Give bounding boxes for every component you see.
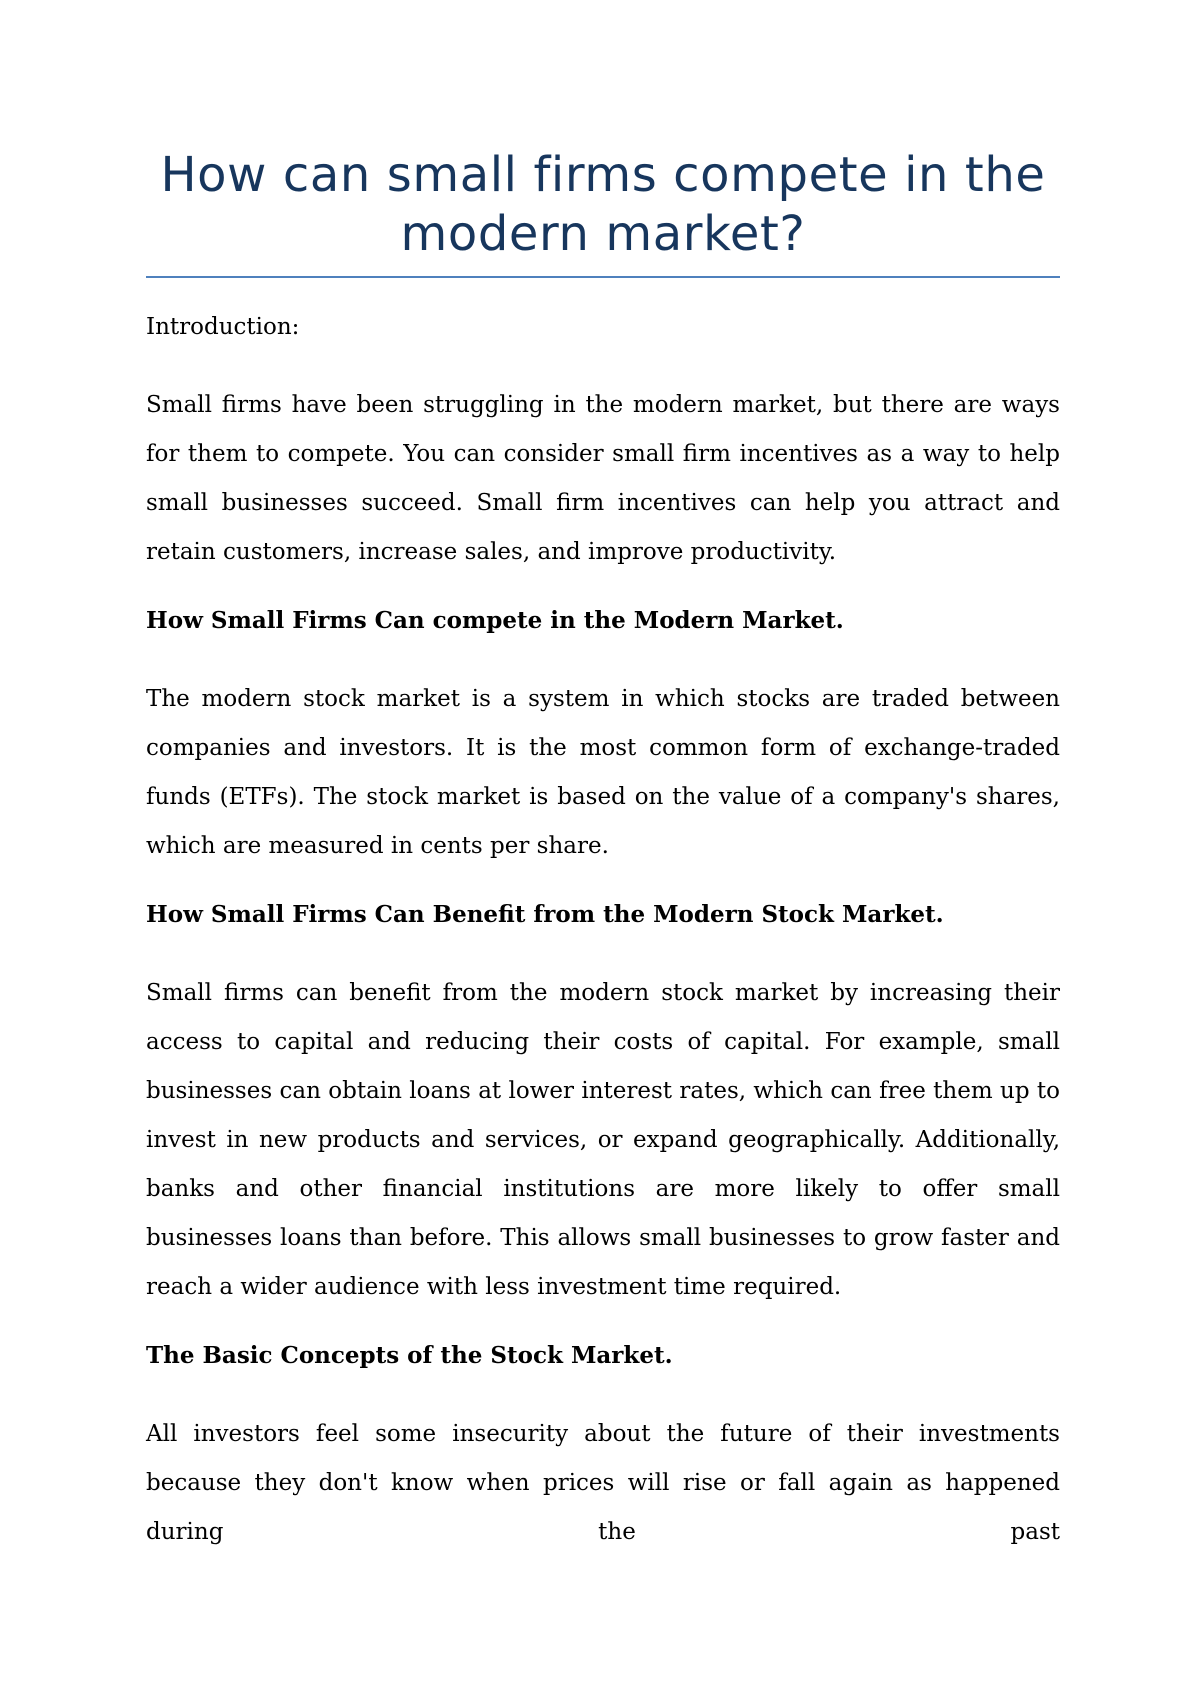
- section-heading-benefit: How Small Firms Can Benefit from the Modern Stock Market.: [146, 901, 944, 928]
- basic-concepts-paragraph: All investors feel some insecurity about the future of their investments because they don't know when prices will rise or fall again as happened during the past: [146, 1421, 1060, 1545]
- document-title: How can small firms compete in the modern market?: [160, 147, 1046, 262]
- section-heading-compete: How Small Firms Can compete in the Modern Market.: [146, 607, 844, 634]
- title-underline: [146, 276, 1060, 278]
- section-heading-basic-concepts: The Basic Concepts of the Stock Market.: [146, 1342, 673, 1369]
- introduction-paragraph: Small firms have been struggling in the modern market, but there are ways for them to compete. You can consider small firm incentives as a way to help small businesses succeed. Small firm incentives can help you attract and retain customers, increase sales, and improve productivity.: [146, 392, 1060, 565]
- title-block: [146, 146, 1060, 264]
- introduction-label: Introduction:: [146, 314, 300, 340]
- stock-market-paragraph: The modern stock market is a system in which stocks are traded between companies and investors. It is the most common form of exchange-traded funds (ETFs). The stock market is based on the value of a company's shares, which are measured in cents per share.: [146, 686, 1060, 859]
- document-body: [146, 310, 1060, 1584]
- benefit-paragraph: Small firms can benefit from the modern stock market by increasing their access to capital and reducing their costs of capital. For example, small businesses can obtain loans at lower interest rates, which can free them up to invest in new products and services, or expand geographically. Additionally, banks and other financial institutions are more likely to offer small businesses loans than before. This allows small businesses to grow faster and reach a wider audience with less investment time required.: [146, 980, 1060, 1300]
